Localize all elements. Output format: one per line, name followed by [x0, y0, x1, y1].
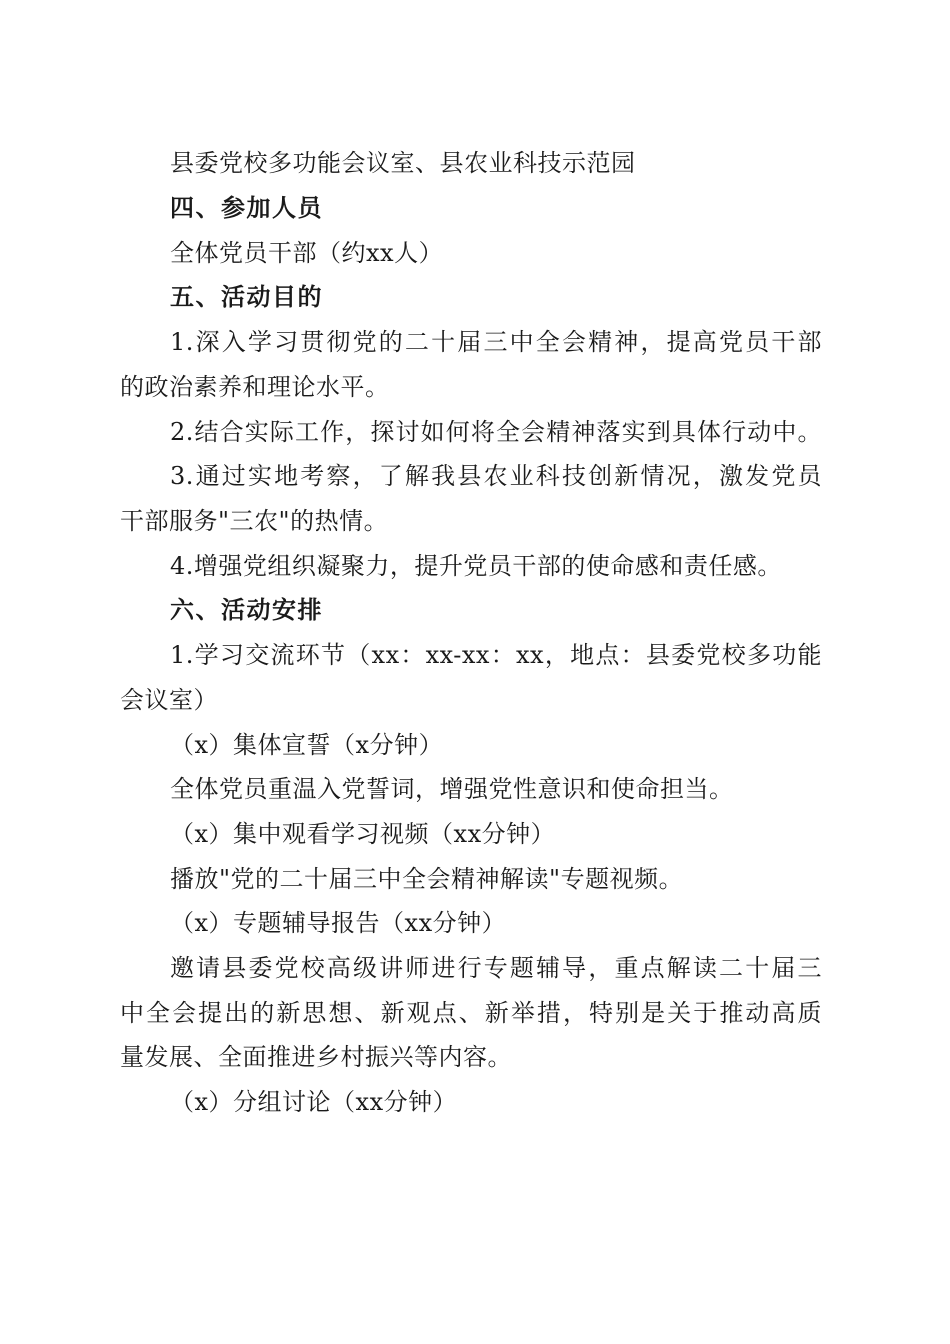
report-desc-line-3: 量发展、全面推进乡村振兴等内容。: [120, 1043, 512, 1071]
section-heading-schedule: 六、活动安排: [170, 596, 323, 624]
section-heading-attendees: 四、参加人员: [170, 194, 323, 222]
goal-1-line-1: 1.深入学习贯彻党的二十届三中全会精神，提高党员干部: [170, 328, 822, 356]
item-discuss-title: （x）分组讨论（xx分钟）: [170, 1088, 458, 1116]
schedule-1-line-1: 1.学习交流环节（xx：xx-xx：xx，地点：县委党校多功能: [170, 641, 822, 669]
item-report-title: （x）专题辅导报告（xx分钟）: [170, 909, 507, 937]
attendees-text: 全体党员干部（约xx人）: [170, 239, 444, 267]
goal-1-line-2: 的政治素养和理论水平。: [120, 373, 390, 401]
schedule-1-line-2: 会议室）: [120, 686, 218, 714]
goal-3-line-2: 干部服务"三农"的热情。: [120, 507, 389, 535]
goal-4: 4.增强党组织凝聚力，提升党员干部的使命感和责任感。: [170, 552, 782, 580]
item-video-title: （x）集中观看学习视频（xx分钟）: [170, 820, 556, 848]
item-oath-desc: 全体党员重温入党誓词，增强党性意识和使命担当。: [170, 775, 734, 803]
report-desc-line-2: 中全会提出的新思想、新观点、新举措，特别是关于推动高质: [120, 999, 822, 1027]
venue-text: 县委党校多功能会议室、县农业科技示范园: [170, 149, 636, 177]
section-heading-goals: 五、活动目的: [170, 283, 323, 311]
item-oath-title: （x）集体宣誓（x分钟）: [170, 731, 444, 759]
goal-2: 2.结合实际工作，探讨如何将全会精神落实到具体行动中。: [170, 418, 822, 446]
report-desc-line-1: 邀请县委党校高级讲师进行专题辅导，重点解读二十届三: [170, 954, 822, 982]
item-video-desc: 播放"党的二十届三中全会精神解读"专题视频。: [170, 865, 684, 893]
goal-3-line-1: 3.通过实地考察，了解我县农业科技创新情况，激发党员: [170, 462, 822, 490]
